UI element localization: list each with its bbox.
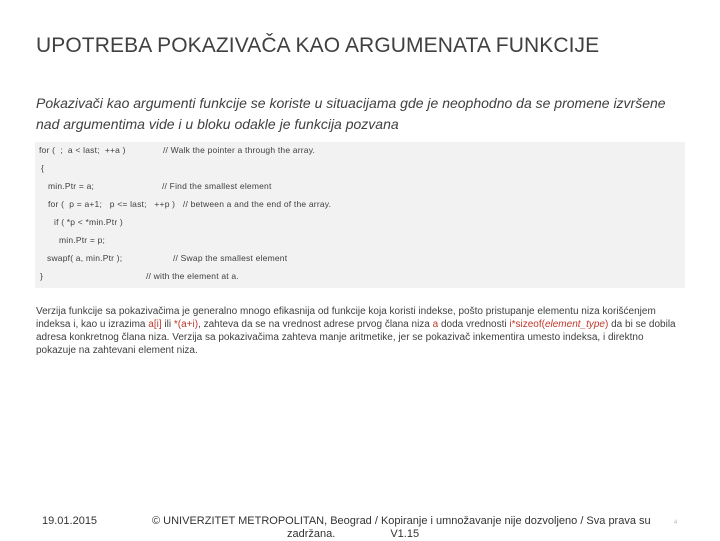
slide-title: UPOTREBA POKAZIVAČA KAO ARGUMENATA FUNKCIJE [36, 34, 600, 57]
code-comment: // with the element at a. [146, 271, 239, 281]
code-line: min.Ptr = a; [48, 181, 95, 191]
code-line: } [40, 271, 44, 281]
code-highlight: *(a+i) [173, 319, 199, 330]
footer-copyright: © UNIVERZITET METROPOLITAN, Beograd / Kopiranje i umnožavanje nije dozvoljeno / Sva prava su zadržana. V1.15 [152, 515, 651, 540]
footer-date: 19.01.2015 [42, 515, 98, 527]
footer-version: V1.15 [390, 528, 420, 540]
code-line: swapf( a, min.Ptr ); [47, 253, 123, 263]
page-number: 4 [674, 520, 678, 526]
code-line: min.Ptr = p; [59, 235, 106, 245]
code-highlight: i*sizeof( [509, 319, 545, 330]
explanation-paragraph: Verzija funkcije sa pokazivačima je generalno mnogo efikasnija od funkcije koja koristi indekse, pošto pristupanje elementu niza korišćenjem indeksa i, kao u izrazima a[i] ili *(a+i), zahteva da se na vrednost adrese prvog člana niza a doda vrednosti i*sizeof(element_type) da bi se dobila adresa konkretnog člana niza. Verzija sa pokazivačima zahteva manje aritmetike, jer se pokazivač inkementira umesto indeksa, i direktno pokazuje na zahtevani element niza. [36, 306, 676, 356]
code-block [35, 142, 685, 288]
code-highlight: element_type [544, 319, 605, 330]
code-comment: // Find the smallest element [162, 181, 272, 191]
code-comment: // Walk the pointer a through the array. [163, 145, 316, 155]
code-highlight: a [432, 319, 439, 330]
intro-text: Pokazivači kao argumenti funkcije se koriste u situacijama gde je neophodno da se promene izvršene nad argumentima vide i u bloku odakle je funkcija pozvana [36, 95, 666, 132]
code-highlight: a[i] [148, 319, 162, 330]
code-line: { [41, 163, 45, 173]
code-highlight: ) [605, 319, 609, 330]
code-line: for ( p = a+1; p <= last; ++p ) // between a and the end of the array. [48, 199, 332, 209]
code-line: if ( *p < *min.Ptr ) [54, 217, 123, 227]
code-comment: // Swap the smallest element [173, 253, 288, 263]
code-line: for ( ; a < last; ++a ) [39, 145, 126, 155]
